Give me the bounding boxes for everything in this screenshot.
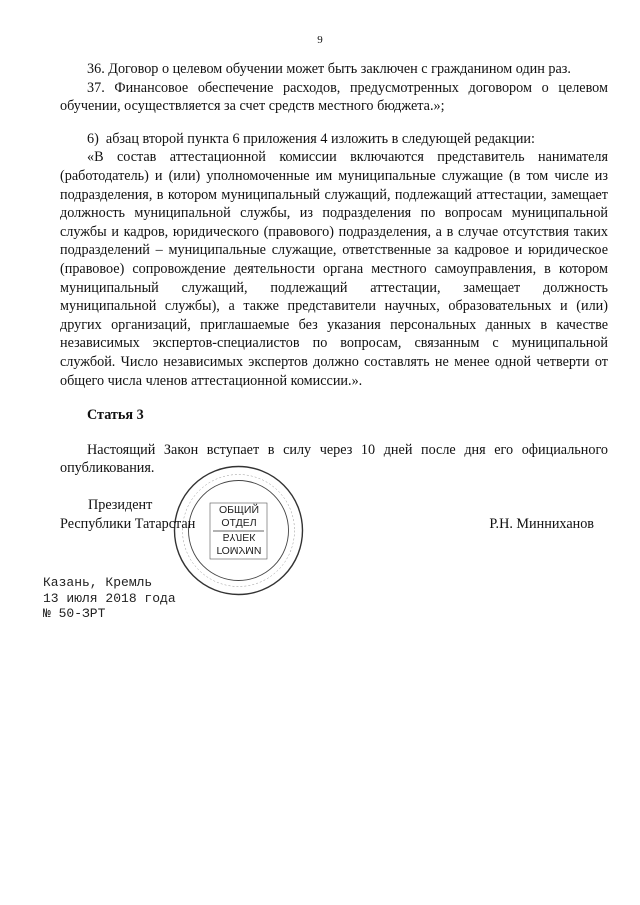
signatory-name: Р.Н. Минниханов	[489, 516, 594, 532]
typed-footer	[43, 575, 176, 622]
article-text: Настоящий Закон вступает в силу через 10 дней после дня его официального опубликования.	[60, 441, 608, 477]
stamp-line: ГОМУМИ	[216, 544, 262, 556]
footer-date: 13 июля 2018 года	[43, 590, 176, 606]
paragraph-36: 36. Договор о целевом обучении может быть заключен с гражданином один раз.	[87, 61, 571, 77]
stamp-line: ОТДЕЛ	[221, 517, 257, 529]
footer-place: Казань, Кремль	[43, 575, 153, 590]
signatory-title	[60, 496, 260, 534]
document-body	[60, 60, 608, 478]
paragraph-37: 37. Финансовое обеспечение расходов, предусмотренных договором о целевом обучении, осуществляется за счет средств местного бюджета.»;	[60, 79, 608, 115]
signatory-title-line: Республики Татарстан	[60, 516, 196, 532]
article-heading: Статья 3	[87, 407, 144, 424]
amendment-item-6: 6) абзац второй пункта 6 приложения 4 изложить в следующей редакции:	[87, 130, 535, 147]
stamp-line: ОБЩИЙ	[219, 504, 259, 516]
footer-number: № 50-ЗРТ	[43, 606, 106, 621]
stamp-line: БҮЛЕК	[222, 531, 256, 543]
page-number: 9	[317, 34, 323, 46]
amendment-text: «В состав аттестационной комиссии включаются представитель нанимателя (работодатель) и (или) уполномоченные им муниципальные служащие (в том числе из подразделения, в котором муниципальный служащий, подлежащий аттестации, замещает должность муниципальной службы, из подразделения по вопросам муниципальной службы и кадров, юридического (правового) подразделения, а в случае отсутствия таких подразделений – муниципальные служащие, ответственные за кадровое и юридическое (правовое) сопровождение деятельности органа местного самоуправления, в котором муниципальный служащий, подлежащий аттестации, замещает должность муниципальной службы), а также представители научных, образовательных и (или) других организаций, приглашаемые без указания персональных данных в качестве независимых экспертов-специалистов по вопросам, связанным с муниципальной службой. Число независимых экспертов должно составлять не менее одной четверти от общего числа членов аттестационной комиссии.».	[60, 149, 608, 389]
signatory-title-line: Президент	[88, 497, 153, 513]
